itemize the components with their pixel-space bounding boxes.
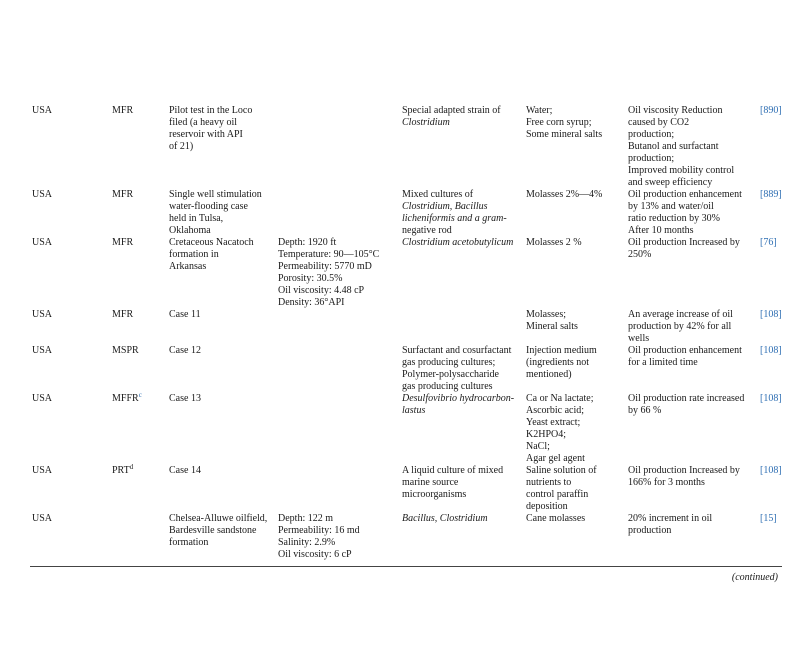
cell-line: deposition — [526, 501, 568, 512]
cell-line: Surfactant and cosurfactant — [402, 345, 512, 356]
cell-line: Case 12 — [169, 345, 201, 356]
reference-cell — [758, 345, 800, 393]
reference-cell — [758, 105, 800, 189]
cell-line: Molasses 2 % — [526, 237, 582, 248]
method-cell — [110, 189, 167, 237]
cell-line: Oil production enhancement — [628, 345, 742, 356]
cell-line: Special adapted strain of — [402, 105, 501, 116]
cell-line: NaCl; — [526, 441, 550, 452]
cell-line: 20% increment in oil — [628, 513, 713, 524]
cell-line: Single well stimulation — [169, 189, 262, 200]
cell-line: by 66 % — [628, 405, 662, 416]
field-cell — [167, 309, 276, 345]
results-cell — [626, 237, 758, 309]
cell-line: Ascorbic acid; — [526, 405, 585, 416]
reference-link[interactable]: [15] — [760, 513, 777, 524]
method-cell — [110, 513, 167, 561]
cell-line: licheniformis and a gram- — [402, 213, 507, 224]
country-cell — [30, 513, 110, 561]
continued-note: (continued) — [731, 572, 778, 583]
method-cell — [110, 105, 167, 189]
country-text: USA — [32, 309, 53, 320]
nutrients-cell — [524, 465, 626, 513]
reservoir-cell — [276, 105, 400, 189]
reservoir-cell — [276, 393, 400, 465]
cell-line: 166% for 3 months — [628, 477, 705, 488]
results-cell — [626, 393, 758, 465]
results-cell — [626, 189, 758, 237]
country-cell — [30, 393, 110, 465]
reference-link[interactable]: [76] — [760, 237, 777, 248]
method-text: MFFR — [112, 393, 139, 404]
field-cell — [167, 345, 276, 393]
cell-line: A liquid culture of mixed — [402, 465, 504, 476]
cell-line: production — [628, 525, 672, 536]
cell-line: Polymer-polysaccharide — [402, 369, 499, 380]
reference-link[interactable]: [108] — [760, 345, 782, 356]
cell-line: Permeability: 16 md — [278, 525, 360, 536]
reservoir-cell — [276, 513, 400, 561]
country-text: USA — [32, 465, 53, 476]
cell-line: Temperature: 90—105°C — [278, 249, 380, 260]
table-row — [30, 465, 800, 513]
country-cell — [30, 345, 110, 393]
reservoir-cell — [276, 345, 400, 393]
cell-line: wells — [628, 333, 650, 344]
method-text: PRT — [112, 465, 130, 476]
reference-cell — [758, 237, 800, 309]
cell-line: Ca or Na lactate; — [526, 393, 594, 404]
nutrients-cell — [524, 309, 626, 345]
cell-line: Cane molasses — [526, 513, 586, 524]
cell-line: Saline solution of — [526, 465, 597, 476]
country-cell — [30, 105, 110, 189]
field-cell — [167, 105, 276, 189]
reservoir-cell — [276, 309, 400, 345]
table-bottom-rule — [30, 566, 782, 567]
cell-line: Oil viscosity Reduction — [628, 105, 723, 116]
cell-line: production by 42% for all — [628, 321, 732, 332]
country-text: USA — [32, 345, 53, 356]
cell-line: ratio reduction by 30% — [628, 213, 720, 224]
cell-line: Oil viscosity: 4.48 cP — [278, 285, 365, 296]
cell-line: Case 11 — [169, 309, 201, 320]
results-cell — [626, 345, 758, 393]
nutrients-cell — [524, 393, 626, 465]
cell-line: Oil production Increased by — [628, 465, 740, 476]
cell-line: reservoir with API — [169, 129, 243, 140]
reservoir-cell — [276, 189, 400, 237]
table-row — [30, 105, 800, 189]
cell-line: Case 13 — [169, 393, 201, 404]
method-text: MFR — [112, 189, 134, 200]
cell-line: (ingredients not — [526, 357, 590, 368]
cell-line: Oil production enhancement — [628, 189, 742, 200]
cell-line: Oil production Increased by — [628, 237, 740, 248]
nutrients-cell — [524, 105, 626, 189]
table-row — [30, 189, 800, 237]
reference-link[interactable]: [108] — [760, 465, 782, 476]
microorganism-cell — [400, 513, 524, 561]
cell-line: Bacillus, Clostridium — [402, 513, 488, 524]
cell-line: Oklahoma — [169, 225, 211, 236]
cell-line: Cretaceous Nacatoch — [169, 237, 254, 248]
cell-line: Water; — [526, 105, 553, 116]
field-cell — [167, 465, 276, 513]
cell-line: Clostridium — [402, 117, 450, 128]
cell-line: water-flooding case — [169, 201, 248, 212]
cell-line: Depth: 1920 ft — [278, 237, 337, 248]
field-cell — [167, 513, 276, 561]
cell-line: lastus — [402, 405, 426, 416]
method-cell — [110, 345, 167, 393]
cell-line: 250% — [628, 249, 652, 260]
cell-line: Permeability: 5770 mD — [278, 261, 372, 272]
cell-line: Improved mobility control — [628, 165, 735, 176]
cell-line: Clostridium acetobutylicum — [402, 237, 514, 248]
cell-line: Molasses; — [526, 309, 566, 320]
cell-line: mentioned) — [526, 369, 572, 380]
country-text: USA — [32, 105, 53, 116]
results-cell — [626, 513, 758, 561]
reference-cell — [758, 309, 800, 345]
country-cell — [30, 309, 110, 345]
cell-line: Pilot test in the Loco — [169, 105, 253, 116]
nutrients-cell — [524, 237, 626, 309]
cell-line: control paraffin — [526, 489, 589, 500]
cell-line: by 13% and water/oil — [628, 201, 714, 212]
results-cell — [626, 309, 758, 345]
table-row — [30, 393, 800, 465]
results-cell — [626, 105, 758, 189]
country-cell — [30, 189, 110, 237]
reference-link[interactable]: [890] — [760, 105, 782, 116]
data-table — [30, 105, 800, 561]
cell-line: Salinity: 2.9% — [278, 537, 336, 548]
cell-line: Clostridium, Bacillus — [402, 201, 488, 212]
country-text: USA — [32, 237, 53, 248]
country-text: USA — [32, 189, 53, 200]
cell-line: Free corn syrup; — [526, 117, 592, 128]
cell-line: Some mineral salts — [526, 129, 603, 140]
table-row — [30, 345, 800, 393]
cell-line: negative rod — [402, 225, 452, 236]
footnote-marker: d — [129, 463, 134, 471]
reservoir-cell — [276, 465, 400, 513]
cell-line: Molasses 2%—4% — [526, 189, 603, 200]
results-cell — [626, 465, 758, 513]
microorganism-cell — [400, 393, 524, 465]
method-cell — [110, 465, 167, 513]
cell-line: An average increase of oil — [628, 309, 733, 320]
country-cell — [30, 237, 110, 309]
cell-line: Density: 36°API — [278, 297, 345, 308]
microorganism-cell — [400, 345, 524, 393]
table-row — [30, 309, 800, 345]
cell-line: Mixed cultures of — [402, 189, 474, 200]
table-body — [30, 105, 800, 561]
country-text: USA — [32, 393, 53, 404]
method-cell — [110, 237, 167, 309]
table-row — [30, 237, 800, 309]
table-row — [30, 513, 800, 561]
cell-line: Case 14 — [169, 465, 201, 476]
nutrients-cell — [524, 345, 626, 393]
cell-line: for a limited time — [628, 357, 698, 368]
cell-line: gas producing cultures; — [402, 357, 496, 368]
reference-link[interactable]: [108] — [760, 309, 782, 320]
cell-line: marine source — [402, 477, 459, 488]
method-text: MFR — [112, 105, 134, 116]
cell-line: Bardesville sandstone — [169, 525, 257, 536]
reference-link[interactable]: [889] — [760, 189, 782, 200]
field-cell — [167, 393, 276, 465]
reference-cell — [758, 465, 800, 513]
reference-cell — [758, 189, 800, 237]
microorganism-cell — [400, 105, 524, 189]
footnote-marker: c — [138, 391, 142, 399]
microorganism-cell — [400, 189, 524, 237]
method-text: MFR — [112, 237, 134, 248]
country-cell — [30, 465, 110, 513]
cell-line: K2HPO4; — [526, 429, 567, 440]
reference-link[interactable]: [108] — [760, 393, 782, 404]
cell-line: Depth: 122 m — [278, 513, 333, 524]
reservoir-cell — [276, 237, 400, 309]
cell-line: caused by CO2 — [628, 117, 690, 128]
cell-line: production; — [628, 153, 675, 164]
cell-line: Porosity: 30.5% — [278, 273, 343, 284]
cell-line: Agar gel agent — [526, 453, 585, 464]
method-cell — [110, 393, 167, 465]
microorganism-cell — [400, 237, 524, 309]
cell-line: held in Tulsa, — [169, 213, 224, 224]
cell-line: filed (a heavy oil — [169, 117, 238, 128]
cell-line: Oil production rate increased — [628, 393, 745, 404]
nutrients-cell — [524, 189, 626, 237]
cell-line: Oil viscosity: 6 cP — [278, 549, 352, 560]
microorganism-cell — [400, 309, 524, 345]
cell-line: Butanol and surfactant — [628, 141, 719, 152]
cell-line: production; — [628, 129, 675, 140]
cell-line: formation — [169, 537, 209, 548]
field-cell — [167, 237, 276, 309]
cell-line: Injection medium — [526, 345, 597, 356]
cell-line: Mineral salts — [526, 321, 578, 332]
cell-line: Yeast extract; — [526, 417, 581, 428]
reference-cell — [758, 393, 800, 465]
microorganism-cell — [400, 465, 524, 513]
method-text: MSPR — [112, 345, 139, 356]
cell-line: After 10 months — [628, 225, 694, 236]
method-cell — [110, 309, 167, 345]
cell-line: gas producing cultures — [402, 381, 493, 392]
cell-line: and sweep efficiency — [628, 177, 713, 188]
field-cell — [167, 189, 276, 237]
method-text: MFR — [112, 309, 134, 320]
reference-cell — [758, 513, 800, 561]
nutrients-cell — [524, 513, 626, 561]
cell-line: nutrients to — [526, 477, 572, 488]
cell-line: Chelsea-Alluwe oilfield, — [169, 513, 268, 524]
cell-line: Desulfovibrio hydrocarbon- — [402, 393, 515, 404]
cell-line: formation in — [169, 249, 219, 260]
cell-line: Arkansas — [169, 261, 207, 272]
cell-line: microorganisms — [402, 489, 467, 500]
country-text: USA — [32, 513, 53, 524]
cell-line: of 21) — [169, 141, 194, 152]
